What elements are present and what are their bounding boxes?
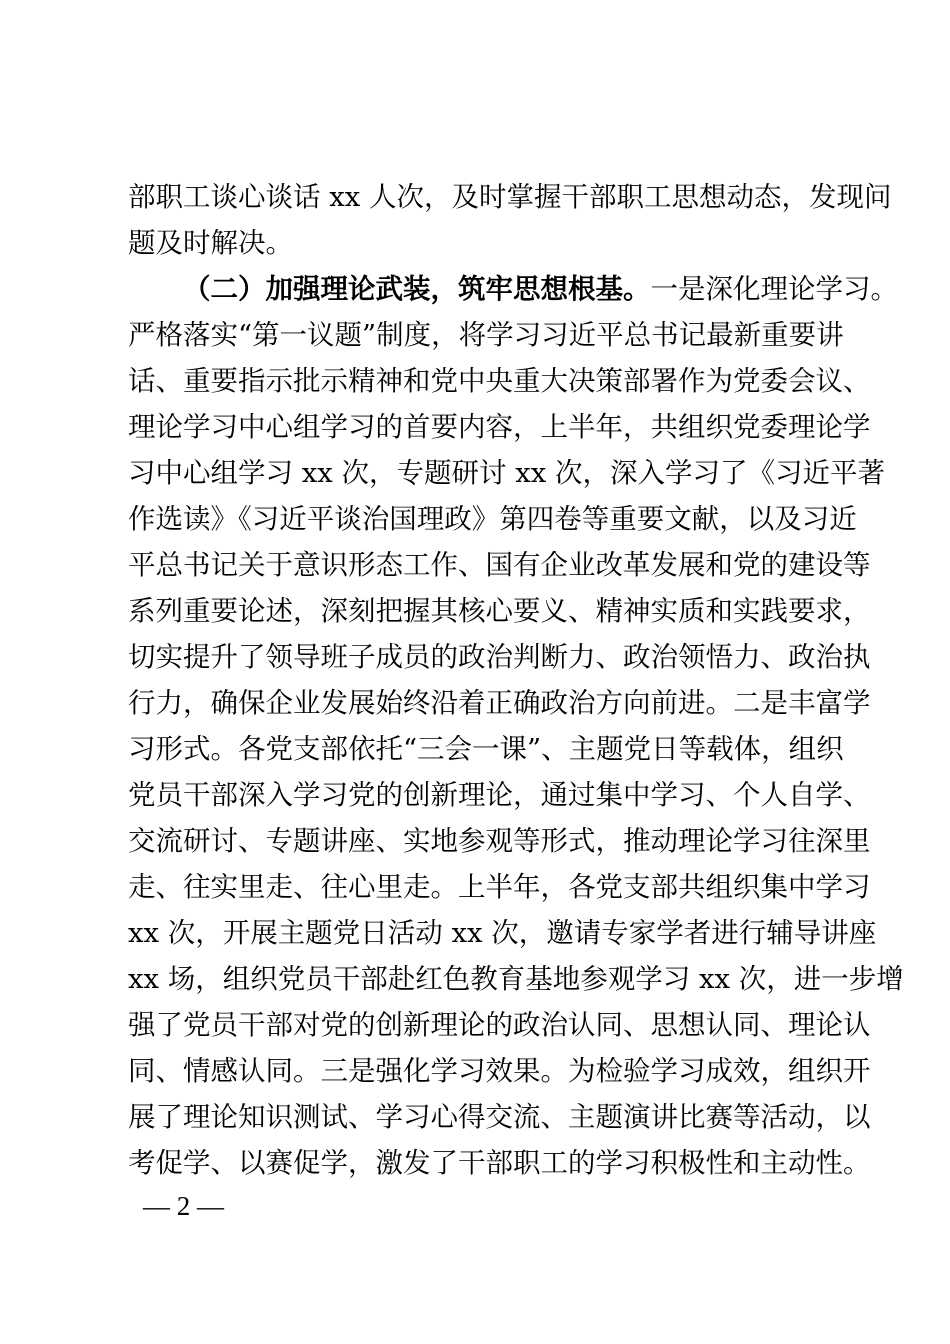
body-text-line: 同、情感认同。三是强化学习效果。为检验学习成效，组织开 — [128, 1055, 871, 1087]
first-point-intro: 一是深化理论学习。 — [650, 273, 898, 305]
body-text-line: 习形式。各党支部依托“三会一课”、主题党日等载体，组织 — [128, 733, 844, 765]
body-text-line: 党员干部深入学习党的创新理论，通过集中学习、个人自学、 — [128, 779, 871, 811]
body-text-line: 部职工谈心谈话 xx 人次，及时掌握干部职工思想动态，发现问 — [128, 181, 892, 213]
body-text-line: 作选读》《习近平谈治国理政》第四卷等重要文献，以及习近 — [128, 503, 857, 535]
body-text-line: 题及时解决。 — [128, 227, 293, 259]
body-text-line: 切实提升了领导班子成员的政治判断力、政治领悟力、政治执 — [128, 641, 871, 673]
body-text-line: 平总书记关于意识形态工作、国有企业改革发展和党的建设等 — [128, 549, 871, 581]
body-text-line: 话、重要指示批示精神和党中央重大决策部署作为党委会议、 — [128, 365, 871, 397]
body-text-line: 交流研讨、专题讲座、实地参观等形式，推动理论学习往深里 — [128, 825, 871, 857]
section-heading-line — [183, 266, 898, 312]
body-text-line: xx 场，组织党员干部赴红色教育基地参观学习 xx 次，进一步增 — [128, 963, 904, 995]
body-text-line: 考促学、以赛促学，激发了干部职工的学习积极性和主动性。 — [128, 1147, 871, 1179]
body-text-line: 展了理论知识测试、学习心得交流、主题演讲比赛等活动，以 — [128, 1101, 871, 1133]
body-text-line: 强了党员干部对党的创新理论的政治认同、思想认同、理论认 — [128, 1009, 871, 1041]
body-text-line: 走、往实里走、往心里走。上半年，各党支部共组织集中学习 — [128, 871, 871, 903]
body-text-line: xx 次，开展主题党日活动 xx 次，邀请专家学者进行辅导讲座 — [128, 917, 877, 949]
section-heading: （二）加强理论武装，筑牢思想根基。 — [183, 273, 651, 305]
body-text-line: 严格落实“第一议题”制度，将学习习近平总书记最新重要讲 — [128, 319, 844, 351]
body-text-line: 系列重要论述，深刻把握其核心要义、精神实质和实践要求， — [128, 595, 871, 627]
body-text-line: 习中心组学习 xx 次，专题研讨 xx 次，深入学习了《习近平著 — [128, 457, 885, 489]
body-text-line: 行力，确保企业发展始终沿着正确政治方向前进。二是丰富学 — [128, 687, 871, 719]
body-text-line: 理论学习中心组学习的首要内容，上半年，共组织党委理论学 — [128, 411, 871, 443]
page-number: — 2 — — [143, 1191, 224, 1221]
